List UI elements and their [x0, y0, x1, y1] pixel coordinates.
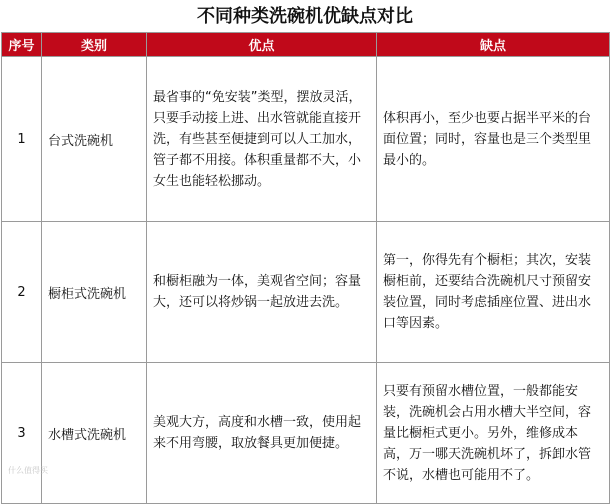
row-cons: 只要有预留水槽位置，一般都能安装，洗碗机会占用水槽大半空间，容量比橱柜式更小。另外，维修成本高，万一哪天洗碗机坏了，拆卸水管不说，水槽也可能用不了。	[377, 363, 610, 504]
watermark: 什么值得买	[8, 466, 48, 475]
row-type: 水槽式洗碗机	[42, 363, 147, 504]
comparison-table	[1, 32, 610, 504]
row-cons: 体积再小，至少也要占据半平米的台面位置；同时，容量也是三个类型里最小的。	[377, 57, 610, 222]
header-index: 序号	[2, 33, 42, 57]
table-row	[2, 222, 610, 363]
page-title: 不同种类洗碗机优缺点对比	[197, 6, 413, 27]
table-row	[2, 363, 610, 504]
row-index: 2	[2, 222, 42, 363]
row-pros: 最省事的“免安装”类型，摆放灵活，只要手动接上进、出水管就能直接开洗，有些甚至便捷到可以人工加水，管子都不用接。体积重量都不大，小女生也能轻松挪动。	[147, 57, 377, 222]
row-type: 橱柜式洗碗机	[42, 222, 147, 363]
table-row	[2, 57, 610, 222]
table-header-row	[2, 33, 610, 57]
row-pros: 美观大方，高度和水槽一致，使用起来不用弯腰，取放餐具更加便捷。	[147, 363, 377, 504]
header-pros: 优点	[147, 33, 377, 57]
row-index: 1	[2, 57, 42, 222]
header-cons: 缺点	[377, 33, 610, 57]
row-cons: 第一，你得先有个橱柜；其次，安装橱柜前，还要结合洗碗机尺寸预留安装位置，同时考虑插座位置、进出水口等因素。	[377, 222, 610, 363]
row-pros: 和橱柜融为一体，美观省空间；容量大，还可以将炒锅一起放进去洗。	[147, 222, 377, 363]
header-type: 类别	[42, 33, 147, 57]
row-type: 台式洗碗机	[42, 57, 147, 222]
row-index: 3	[2, 363, 42, 504]
